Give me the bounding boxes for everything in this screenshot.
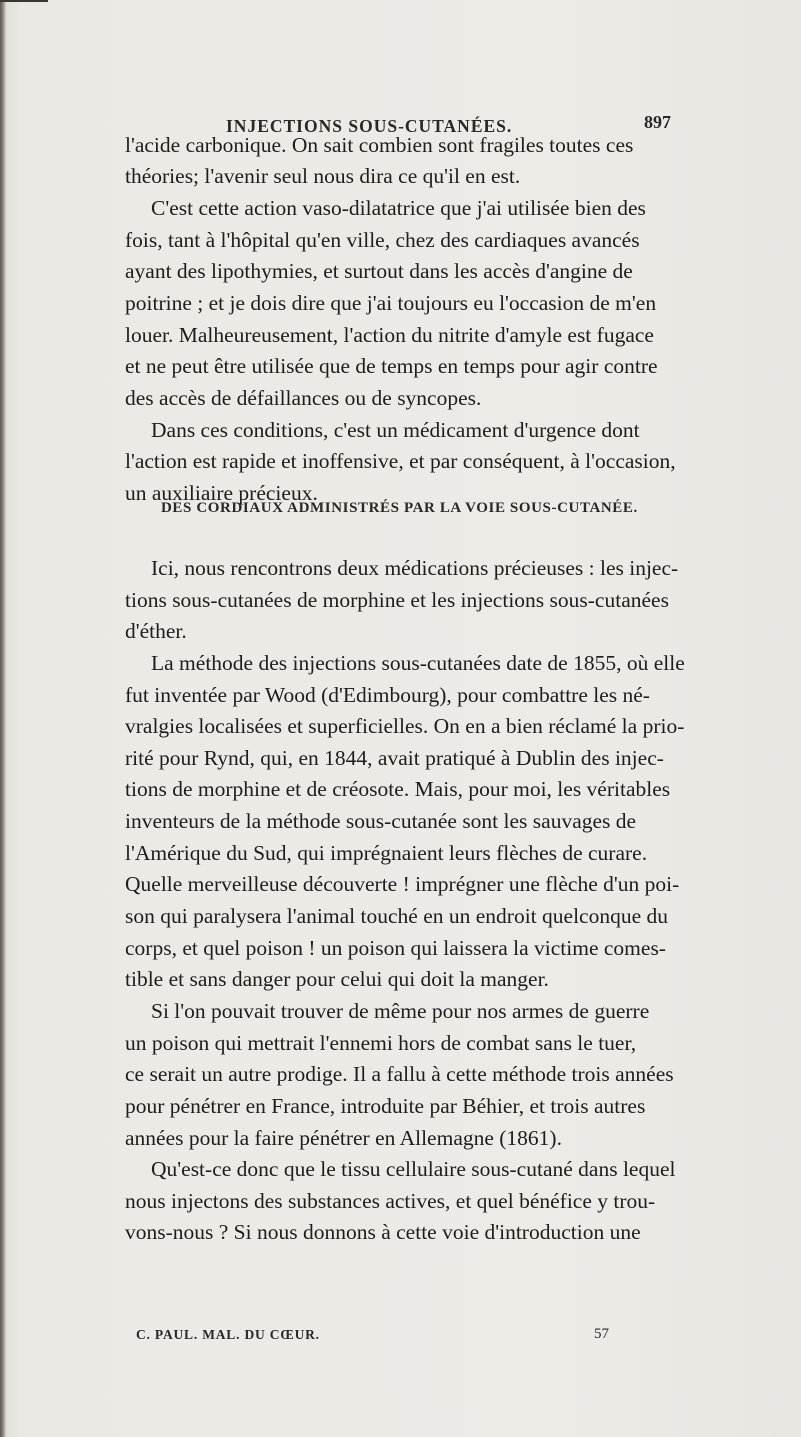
section-heading: DES CORDIAUX ADMINISTRÉS PAR LA VOIE SOUS-CUTANÉE. <box>161 500 638 516</box>
text-line: des accès de défaillances ou de syncopes. <box>125 386 482 410</box>
text-line: tions de morphine et de créosote. Mais, pour moi, les véritables <box>125 777 671 801</box>
corner-mark <box>0 0 48 10</box>
running-header: INJECTIONS SOUS-CUTANÉES. <box>226 116 513 136</box>
text-line: Dans ces conditions, c'est un médicament d'urgence dont <box>151 418 640 442</box>
text-line: Qu'est-ce donc que le tissu cellulaire sous-cutané dans lequel <box>151 1157 676 1181</box>
text-line: l'action est rapide et inoffensive, et par conséquent, à l'occasion, <box>125 449 676 473</box>
text-line: son qui paralysera l'animal touché en un endroit quelconque du <box>125 904 669 928</box>
text-line: La méthode des injections sous-cutanées date de 1855, où elle <box>151 651 685 675</box>
text-line: tible et sans danger pour celui qui doit la manger. <box>125 967 549 991</box>
text-line: corps, et quel poison ! un poison qui laissera la victime comes- <box>125 936 666 960</box>
text-line: ce serait un autre prodige. Il a fallu à cette méthode trois années <box>125 1062 674 1086</box>
text-line: Si l'on pouvait trouver de même pour nos armes de guerre <box>151 999 650 1023</box>
sheet-number: 57 <box>594 1326 609 1342</box>
text-line: inventeurs de la méthode sous-cutanée sont les sauvages de <box>125 809 637 833</box>
text-line: ayant des lipothymies, et surtout dans les accès d'angine de <box>125 259 633 283</box>
text-line: poitrine ; et je dois dire que j'ai toujours eu l'occasion de m'en <box>125 291 657 315</box>
text-line: l'Amérique du Sud, qui imprégnaient leurs flèches de curare. <box>125 841 648 865</box>
signature-mark: C. PAUL. MAL. DU CŒUR. <box>136 1327 320 1342</box>
text-line: un auxiliaire précieux. <box>125 481 318 505</box>
binding-edge <box>0 0 6 1437</box>
text-line: vralgies localisées et superficielles. On en a bien réclamé la prio- <box>125 714 685 738</box>
text-line: Ici, nous rencontrons deux médications précieuses : les injec- <box>151 556 679 580</box>
text-line: et ne peut être utilisée que de temps en temps pour agir contre <box>125 354 658 378</box>
text-line: vons-nous ? Si nous donnons à cette voie d'introduction une <box>125 1220 641 1244</box>
text-line: Quelle merveilleuse découverte ! imprégner une flèche d'un poi- <box>125 872 680 896</box>
text-line: l'acide carbonique. On sait combien sont fragiles toutes ces <box>125 133 634 157</box>
text-line: fut inventée par Wood (d'Edimbourg), pour combattre les né- <box>125 683 650 707</box>
text-line: théories; l'avenir seul nous dira ce qu'il en est. <box>125 164 521 188</box>
text-line: un poison qui mettrait l'ennemi hors de combat sans le tuer, <box>125 1031 637 1055</box>
text-line: C'est cette action vaso-dilatatrice que j'ai utilisée bien des <box>151 196 646 220</box>
text-line: d'éther. <box>125 619 187 643</box>
text-line: tions sous-cutanées de morphine et les injections sous-cutanées <box>125 588 669 612</box>
text-line: années pour la faire pénétrer en Allemagne (1861). <box>125 1126 562 1150</box>
page-number: 897 <box>644 112 671 132</box>
text-line: fois, tant à l'hôpital qu'en ville, chez des cardiaques avancés <box>125 228 640 252</box>
text-line: nous injectons des substances actives, et quel bénéfice y trou- <box>125 1189 656 1213</box>
text-line: pour pénétrer en France, introduite par Béhier, et trois autres <box>125 1094 646 1118</box>
text-line: louer. Malheureusement, l'action du nitrite d'amyle est fugace <box>125 323 654 347</box>
text-line: rité pour Rynd, qui, en 1844, avait pratiqué à Dublin des injec- <box>125 746 664 770</box>
